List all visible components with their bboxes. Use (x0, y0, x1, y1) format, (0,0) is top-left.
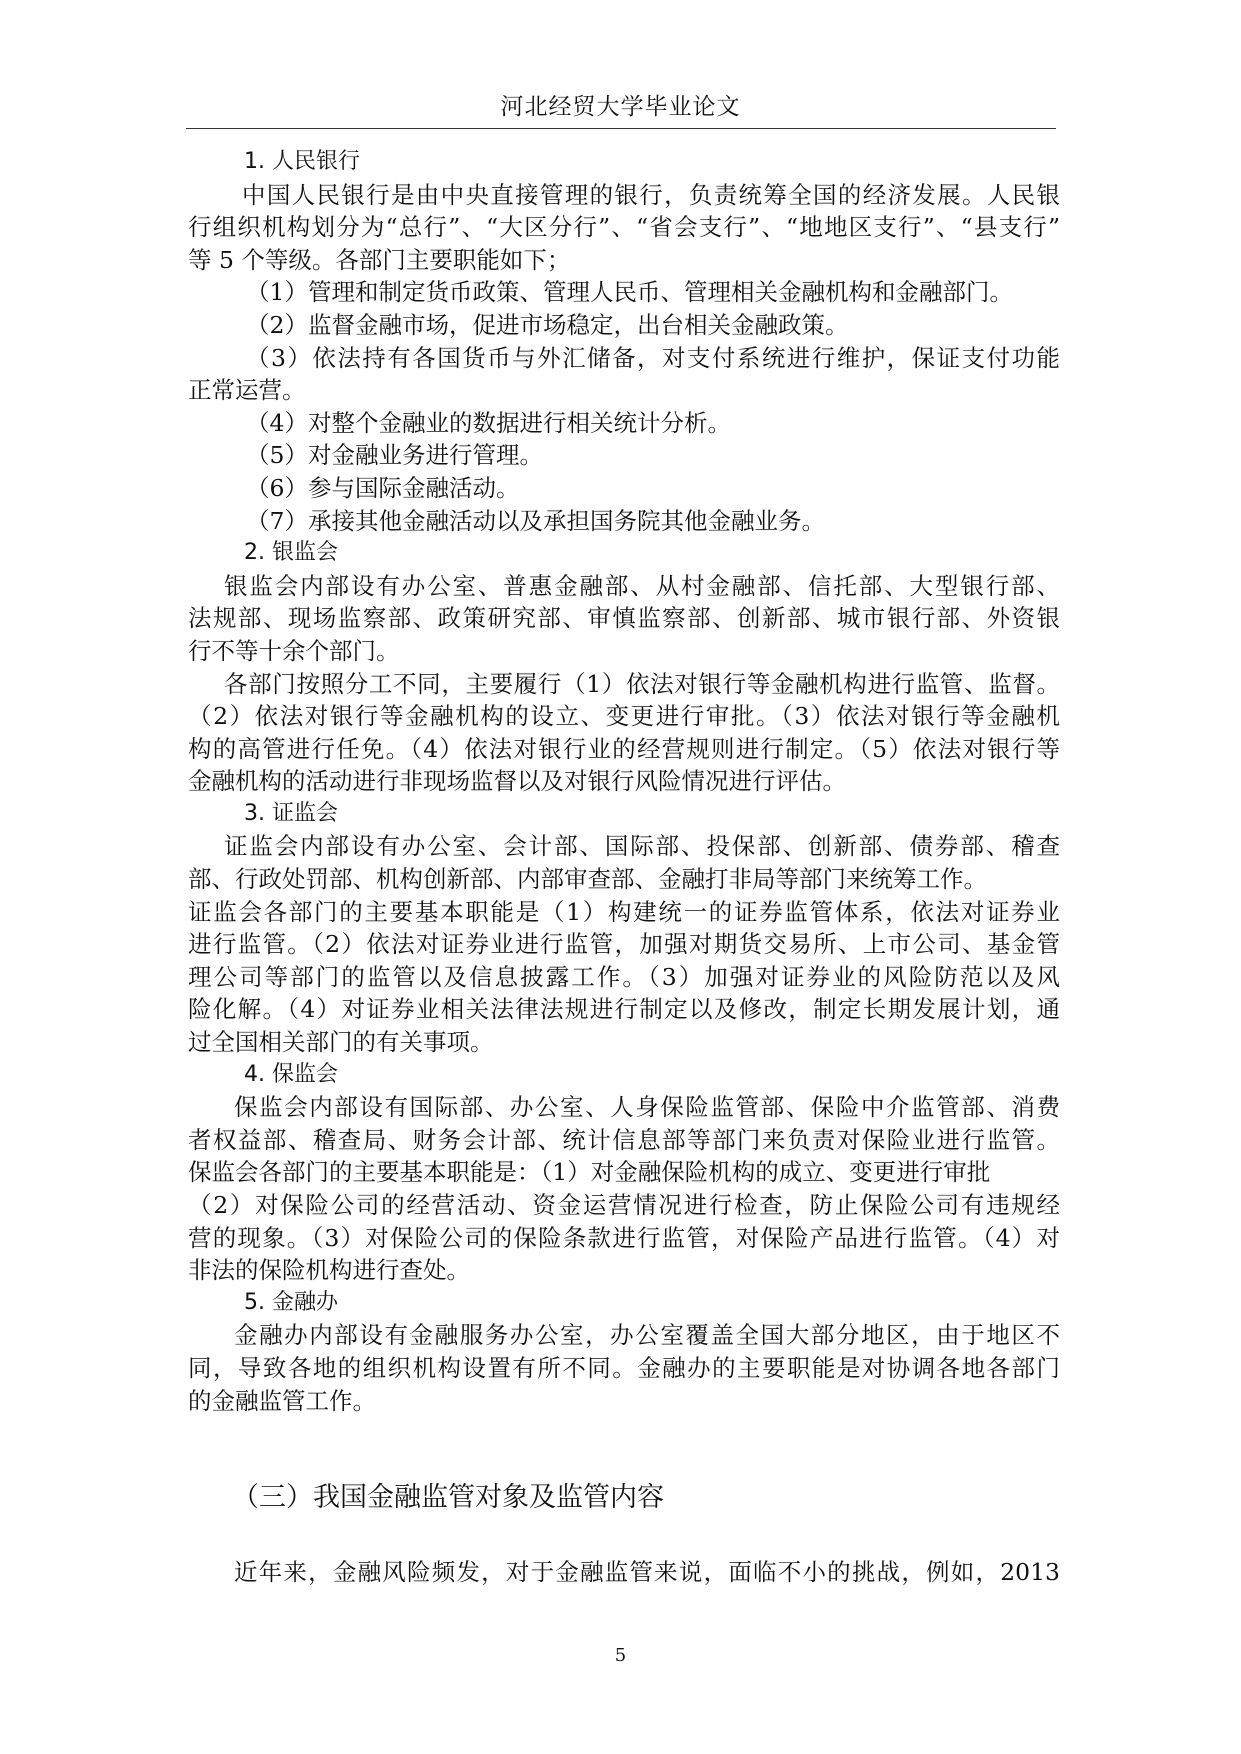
paragraph-line: 过全国相关部门的有关事项。 (188, 1028, 494, 1057)
paragraph-line: 银监会内部设有办公室、普惠金融部、从村金融部、信托部、大型银行部、 (224, 571, 1060, 600)
page-number: 5 (614, 1645, 627, 1666)
paragraph-line: 营的现象。（3）对保险公司的保险条款进行监管，对保险产品进行监管。（4）对 (188, 1223, 1060, 1252)
list-item-continuation: 正常运营。 (188, 376, 306, 405)
body-text (188, 146, 1060, 1417)
paragraph-line: 理公司等部门的监管以及信息披露工作。（3）加强对证券业的风险防范以及风 (188, 962, 1060, 991)
paragraph-line: 非法的保险机构进行查处。 (188, 1256, 470, 1285)
paragraph-line: 证监会各部门的主要基本职能是（1）构建统一的证券监管体系，依法对证券业 (188, 897, 1060, 926)
list-item: （7）承接其他金融活动以及承担国务院其他金融业务。 (246, 506, 825, 535)
subheading-pboc: 1. 人民银行 (244, 149, 360, 174)
paragraph-line: 险化解。（4）对证券业相关法律法规进行制定以及修改，制定长期发展计划，通 (188, 995, 1060, 1024)
paragraph-line: 保监会各部门的主要基本职能是：（1）对金融保险机构的成立、变更进行审批 (188, 1158, 991, 1187)
paragraph-line: 法规部、现场监察部、政策研究部、审慎监察部、创新部、城市银行部、外资银 (188, 604, 1060, 633)
list-item: （1）管理和制定货币政策、管理人民币、管理相关金融机构和金融部门。 (246, 278, 1013, 307)
paragraph-line: 进行监管。（2）依法对证券业进行监管，加强对期货交易所、上市公司、基金管 (188, 930, 1060, 959)
subheading-csrc: 3. 证监会 (244, 800, 338, 826)
header-rule (186, 128, 1056, 129)
list-item: （4）对整个金融业的数据进行相关统计分析。 (246, 408, 731, 437)
paragraph-line: 部、行政处罚部、机构创新部、内部审查部、金融打非局等部门来统筹工作。 (188, 865, 987, 894)
paragraph-line: 证监会内部设有办公室、会计部、国际部、投保部、创新部、债券部、稽查 (224, 832, 1060, 861)
list-item: （2）监督金融市场，促进市场稳定，出台相关金融政策。 (246, 310, 849, 339)
subheading-fin-office: 5. 金融办 (244, 1289, 338, 1315)
subheading-cbrc: 2. 银监会 (244, 540, 338, 566)
section-heading: （三）我国金融监管对象及监管内容 (232, 1482, 664, 1513)
paragraph-line: 行不等十余个部门。 (188, 636, 400, 665)
paragraph-line: 行组织机构划分为“总行”、“大区分行”、“省会支行”、“地地区支行”、“县支行” (188, 213, 1060, 242)
list-item: （5）对金融业务进行管理。 (246, 441, 543, 470)
list-item: （3）依法持有各国货币与外汇储备，对支付系统进行维护，保证支付功能 (246, 343, 1060, 372)
paragraph-line: 构的高管进行任免。（4）依法对银行业的经营规则进行制定。（5）依法对银行等 (188, 734, 1060, 763)
paragraph-line: 近年来，金融风险频发，对于金融监管来说，面临不小的挑战，例如，2013 (234, 1558, 1060, 1586)
paragraph-line: 保监会内部设有国际部、办公室、人身保险监管部、保险中介监管部、消费 (234, 1093, 1060, 1122)
paragraph-line: 同，导致各地的组织机构设置有所不同。金融办的主要职能是对协调各地各部门 (188, 1353, 1060, 1382)
running-header: 河北经贸大学毕业论文 (500, 94, 741, 120)
subheading-circ: 4. 保监会 (244, 1061, 338, 1087)
paragraph-line: 等 5 个等级。各部门主要职能如下； (188, 245, 571, 274)
paragraph-line: 各部门按照分工不同，主要履行（1）依法对银行等金融机构进行监管、监督。 (224, 669, 1060, 698)
paragraph-line: 的金融监管工作。 (188, 1386, 376, 1415)
paragraph-line: （2）依法对银行等金融机构的设立、变更进行审批。（3）依法对银行等金融机 (188, 702, 1060, 731)
list-item: （6）参与国际金融活动。 (246, 473, 520, 502)
paragraph-line: 中国人民银行是由中央直接管理的银行，负责统筹全国的经济发展。人民银 (242, 180, 1060, 209)
paragraph-line: 者权益部、稽查局、财务会计部、统计信息部等部门来负责对保险业进行监管。 (188, 1125, 1060, 1154)
paragraph-line: 金融办内部设有金融服务办公室，办公室覆盖全国大部分地区，由于地区不 (234, 1321, 1060, 1350)
body-text-continued (188, 1556, 1060, 1589)
paragraph-line: 金融机构的活动进行非现场监督以及对银行风险情况进行评估。 (188, 767, 846, 796)
paragraph-line: （2）对保险公司的经营活动、资金运营情况进行检查，防止保险公司有违规经 (188, 1191, 1060, 1219)
